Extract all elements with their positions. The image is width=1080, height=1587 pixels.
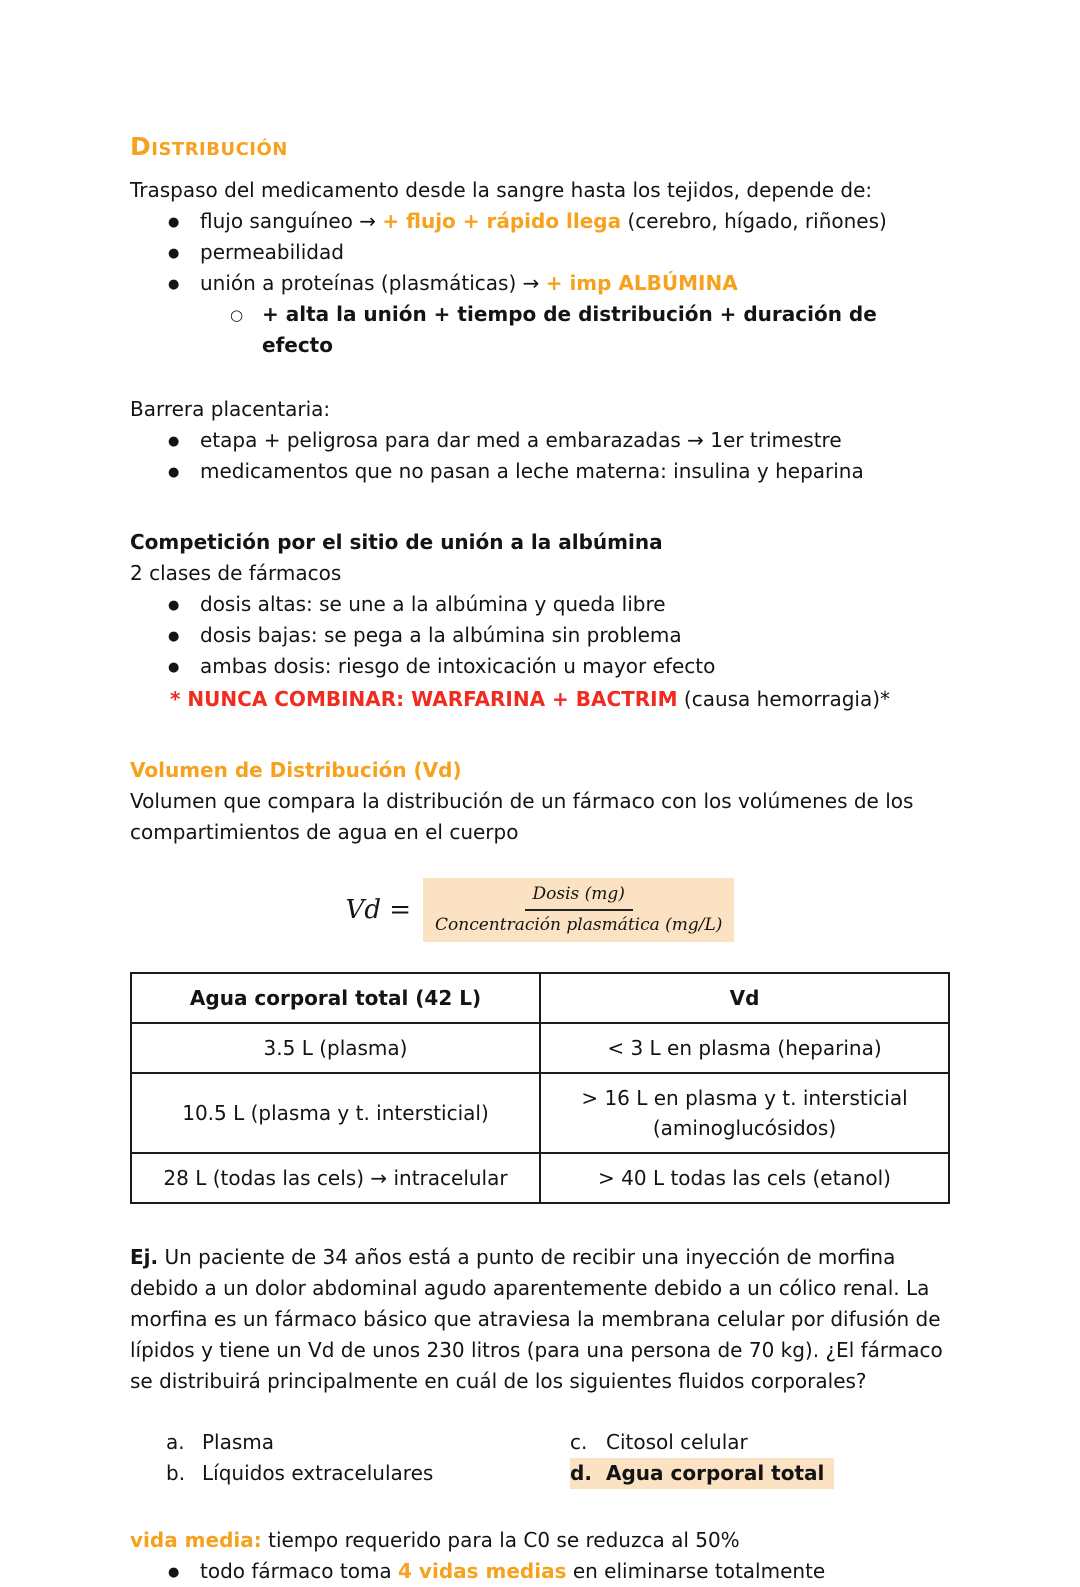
section-subtext: 2 clases de fármacos (130, 560, 342, 585)
list-item-text: en eliminarse totalmente (566, 1558, 826, 1583)
page-title: Distribución (130, 132, 288, 161)
warning-suffix: (causa hemorragia)* (677, 686, 891, 711)
warning-text: * NUNCA COMBINAR: WARFARINA + BACTRIM (170, 686, 678, 711)
sub-list-item-text: + alta la unión + tiempo de distribución + duración de efecto (262, 301, 877, 357)
list-item-text: unión a proteínas (plasmáticas) → (200, 270, 546, 295)
section-heading-competicion: Competición por el sitio de unión a la albúmina (130, 529, 663, 554)
list-item-text: permeabilidad (200, 239, 344, 264)
list-item (130, 206, 950, 237)
option-text: Citosol celular (606, 1429, 748, 1454)
options-left-column (130, 1427, 570, 1489)
sub-list-item (130, 299, 950, 361)
answer-options (130, 1427, 950, 1489)
list-item-text: flujo sanguíneo → (200, 208, 383, 233)
list-item-text: dosis altas: se une a la albúmina y queda libre (200, 591, 666, 616)
vida-media-term: vida media: (130, 1527, 262, 1552)
table-cell: > 16 L en plasma y t. intersticial (aminoglucósidos) (540, 1073, 949, 1153)
table-cell: 10.5 L (plasma y t. intersticial) (131, 1073, 540, 1153)
example-text: Un paciente de 34 años está a punto de recibir una inyección de morfina debido a un dolor abdominal agudo aparentemente debido a un cólico renal. La morfina es un fármaco básico que atraviesa la membrana celular por difusión de lípidos y tiene un Vd de unos 230 litros (para una persona de 70 kg). ¿El fármaco se distribuirá principalmente en cuál de los siguientes fluidos corporales? (130, 1244, 943, 1393)
formula-numerator: Dosis (mg) (525, 883, 633, 911)
table-cell: < 3 L en plasma (heparina) (540, 1023, 949, 1073)
table-row (131, 1153, 949, 1203)
table-cell: 28 L (todas las cels) → intracelular (131, 1153, 540, 1203)
list-item-text: (cerebro, hígado, riñones) (621, 208, 887, 233)
option-c (570, 1427, 834, 1458)
example-label: Ej. (130, 1244, 159, 1269)
vd-description: Volumen que compara la distribución de un fármaco con los volúmenes de los compartimientos de agua en el cuerpo (130, 788, 914, 844)
table-header-row (131, 973, 949, 1023)
table-header-cell: Agua corporal total (42 L) (131, 973, 540, 1023)
option-a (166, 1427, 570, 1458)
vd-formula (130, 878, 950, 942)
option-letter: b. (166, 1460, 186, 1485)
section-heading-placenta: Barrera placentaria: (130, 396, 331, 421)
list-item (130, 620, 950, 651)
option-letter: d. (570, 1460, 592, 1485)
example-paragraph (130, 1242, 950, 1397)
formula-lhs: Vd = (345, 894, 412, 925)
list-item-highlighted-text: + imp ALBÚMINA (545, 270, 738, 295)
list-item (130, 651, 950, 682)
option-text: Agua corporal total (606, 1460, 825, 1485)
table-cell: > 40 L todas las cels (etanol) (540, 1153, 949, 1203)
list-item (130, 425, 950, 456)
formula-fraction (423, 878, 734, 942)
option-letter: a. (166, 1429, 185, 1454)
table-header-cell: Vd (540, 973, 949, 1023)
vd-table (130, 972, 950, 1204)
table-row (131, 1073, 949, 1153)
table-cell: 3.5 L (plasma) (131, 1023, 540, 1073)
list-item (130, 589, 950, 620)
option-text: Plasma (202, 1429, 275, 1454)
intro-text: Traspaso del medicamento desde la sangre hasta los tejidos, depende de: (130, 177, 873, 202)
list-item-text: medicamentos que no pasan a leche materna: insulina y heparina (200, 458, 864, 483)
list-item (130, 268, 950, 299)
list-item (130, 1556, 950, 1587)
option-letter: c. (570, 1429, 588, 1454)
list-item-text: todo fármaco toma (200, 1558, 399, 1583)
option-b (166, 1458, 570, 1489)
option-d-highlighted-answer (570, 1458, 834, 1489)
option-text: Líquidos extracelulares (202, 1460, 434, 1485)
vida-media-definition: tiempo requerido para la C0 se reduzca al 50% (261, 1527, 740, 1552)
list-item-text: ambas dosis: riesgo de intoxicación u mayor efecto (200, 653, 716, 678)
formula-denominator: Concentración plasmática (mg/L) (435, 914, 723, 935)
vida-media-line (130, 1525, 950, 1556)
list-item-text: dosis bajas: se pega a la albúmina sin problema (200, 622, 682, 647)
table-row (131, 1023, 949, 1073)
list-item (130, 456, 950, 487)
section-heading-vd: Volumen de Distribución (Vd) (130, 757, 462, 782)
list-item (130, 237, 950, 268)
warning-note (130, 684, 950, 715)
list-item-highlighted-text: + flujo + rápido llega (382, 208, 622, 233)
list-item-highlighted-text: 4 vidas medias (398, 1558, 567, 1583)
options-right-column (570, 1427, 834, 1489)
list-item-text: etapa + peligrosa para dar med a embarazadas → 1er trimestre (200, 427, 842, 452)
